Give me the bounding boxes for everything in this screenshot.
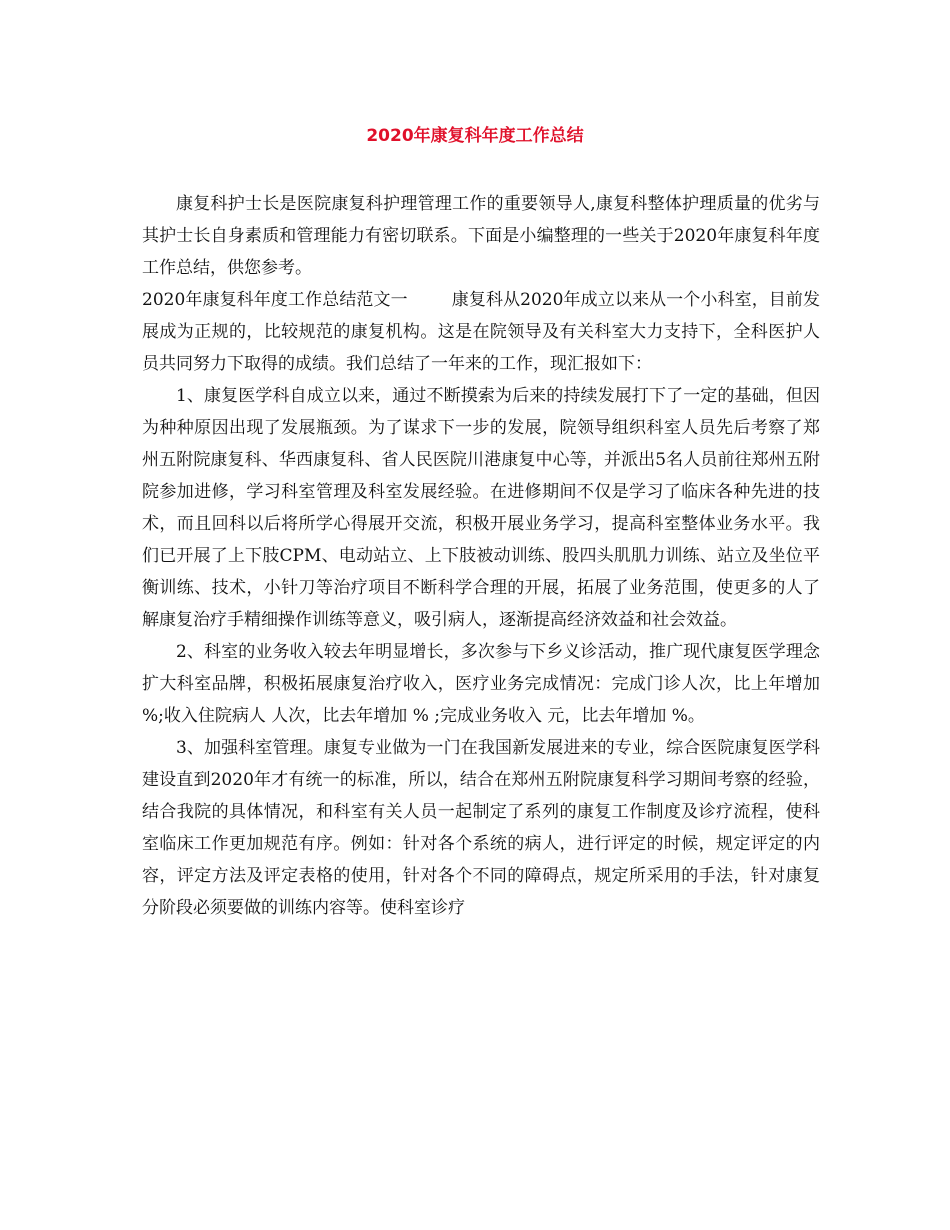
intro-paragraph: 康复科护士长是医院康复科护理管理工作的重要领导人,康复科整体护理质量的优劣与其护士长自身素质和管理能力有密切联系。下面是小编整理的一些关于2020年康复科年度工作总结，供您参考。 xyxy=(142,194,820,278)
document-title: 2020年康复科年度工作总结 xyxy=(366,126,584,146)
section-heading: 2020年康复科年度工作总结范文一 xyxy=(142,290,408,310)
section-paragraph xyxy=(142,284,820,380)
item-3-paragraph: 3、加强科室管理。康复专业做为一门在我国新发展进来的专业，综合医院康复医学科建设直到2020年才有统一的标准，所以，结合在郑州五附院康复科学习期间考察的经验，结合我院的具体情况，和科室有关人员一起制定了系列的康复工作制度及诊疗流程，使科室临床工作更加规范有序。例如：针对各个系统的病人，进行评定的时候，规定评定的内容，评定方法及评定表格的使用，针对各个不同的障碍点，规定所采用的手法，针对康复分阶段必须要做的训练内容等。使科室诊疗 xyxy=(142,738,820,918)
document-body xyxy=(142,188,820,924)
section-opening-text: 康复科从2020年成立以来从一个小科室，目前发展成为正规的，比较规范的康复机构。这是在院领导及有关科室大力支持下，全科医护人员共同努力下取得的成绩。我们总结了一年来的工作，现汇报如下： xyxy=(142,290,821,374)
item-2-paragraph: 2、科室的业务收入较去年明显增长，多次参与下乡义诊活动，推广现代康复医学理念扩大科室品牌，积极拓展康复治疗收入，医疗业务完成情况：完成门诊人次，比上年增加 %;收入住院病人 人次，比去年增加 % ;完成业务收入 元，比去年增加 %。 xyxy=(142,642,820,726)
item-1-paragraph: 1、康复医学科自成立以来，通过不断摸索为后来的持续发展打下了一定的基础，但因为种种原因出现了发展瓶颈。为了谋求下一步的发展，院领导组织科室人员先后考察了郑州五附院康复科、华西康复科、省人民医院川港康复中心等，并派出5名人员前往郑州五附院参加进修，学习科室管理及科室发展经验。在进修期间不仅是学习了临床各种先进的技术，而且回科以后将所学心得展开交流，积极开展业务学习，提高科室整体业务水平。我们已开展了上下肢CPM、电动站立、上下肢被动训练、股四头肌肌力训练、站立及坐位平衡训练、技术，小针刀等治疗项目不断科学合理的开展，拓展了业务范围，使更多的人了解康复治疗手精细操作训练等意义，吸引病人，逐渐提高经济效益和社会效益。 xyxy=(142,386,820,630)
